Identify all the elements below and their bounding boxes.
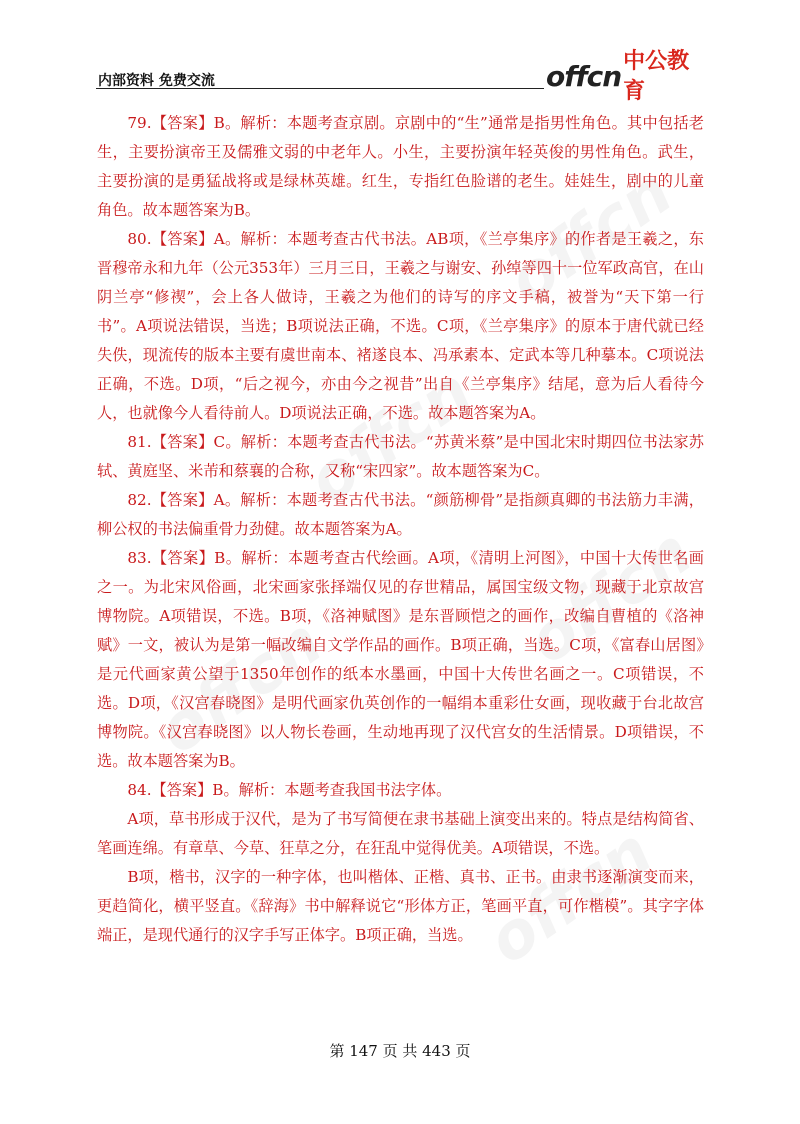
paragraph-q83: 83.【答案】B。解析：本题考查古代绘画。A项，《清明上河图》，中国十大传世名画之一。为北宋风俗画，北宋画家张择端仅见的存世精品，属国宝级文物，现藏于北京故宫博物院。A项错误，不选。B项，《洛神赋图》是东晋顾恺之的画作，改编自曹植的《洛神赋》一文，被认为是第一幅改编自文学作品的画作。B项正确，当选。C项，《富春山居图》是元代画家黄公望于1350年创作的纸本水墨画，中国十大传世名画之一。C项错误，不选。D项，《汉宫春晓图》是明代画家仇英创作的一幅绢本重彩仕女画，现收藏于台北故宫博物院。《汉宫春晓图》以人物长卷画，生动地再现了汉代宫女的生活情景。D项错误，不选。故本题答案为B。 xyxy=(97,549,704,770)
paragraph-q81: 81.【答案】C。解析：本题考查古代书法。“苏黄米蔡”是中国北宋时期四位书法家苏轼、黄庭坚、米芾和蔡襄的合称，又称“宋四家”。故本题答案为C。 xyxy=(97,433,704,480)
header-left-text: 内部资料 免费交流 xyxy=(98,73,215,89)
paragraph-q84: 84.【答案】B。解析：本题考查我国书法字体。 xyxy=(127,781,452,799)
paragraph-q84-option-b: B项，楷书，汉字的一种字体，也叫楷体、正楷、真书、正书。由隶书逐渐演变而来，更趋简化，横平竖直。《辞海》书中解释说它“形体方正，笔画平直，可作楷模”。其字字体端正，是现代通行的汉字手写正体字。B项正确，当选。 xyxy=(97,868,704,944)
offcn-logo xyxy=(546,49,711,104)
logo-latin-text: offcn xyxy=(546,60,622,93)
paragraph-q79: 79.【答案】B。解析：本题考查京剧。京剧中的“生”通常是指男性角色。其中包括老生，主要扮演帝王及儒雅文弱的中老年人。小生，主要扮演年轻英俊的男性角色。武生，主要扮演的是勇猛战将或是绿林英雄。红生，专指红色脸谱的老生。娃娃生，剧中的儿童角色。故本题答案为B。 xyxy=(97,114,704,219)
header-rule xyxy=(96,88,544,89)
page-header xyxy=(96,49,712,104)
paragraph-q84-option-a: A项，草书形成于汉代，是为了书写简便在隶书基础上演变出来的。特点是结构简省、笔画连绵。有章草、今草、狂草之分，在狂乱中觉得优美。A项错误，不选。 xyxy=(97,810,704,857)
paragraph-q82: 82.【答案】A。解析：本题考查古代书法。“颜筋柳骨”是指颜真卿的书法筋力丰满，柳公权的书法偏重骨力劲健。故本题答案为A。 xyxy=(97,491,704,538)
page-number: 第 147 页 共 443 页 xyxy=(329,1042,471,1060)
answer-content xyxy=(97,109,704,950)
logo-chinese-text: 中公教育 xyxy=(623,49,690,104)
paragraph-q80: 80.【答案】A。解析：本题考查古代书法。AB项，《兰亭集序》的作者是王羲之，东晋穆帝永和九年（公元353年）三月三日，王羲之与谢安、孙绰等四十一位军政高官，在山阴兰亭“修禊”，会上各人做诗，王羲之为他们的诗写的序文手稿，被誉为“天下第一行书”。A项说法错误，当选；B项说法正确，不选。C项，《兰亭集序》的原本于唐代就已经失佚，现流传的版本主要有虞世南本、褚遂良本、冯承素本、定武本等几种摹本。C项说法正确，不选。D项，“后之视今，亦由今之视昔”出自《兰亭集序》结尾，意为后人看待今人，也就像今人看待前人。D项说法正确，不选。故本题答案为A。 xyxy=(97,230,704,422)
